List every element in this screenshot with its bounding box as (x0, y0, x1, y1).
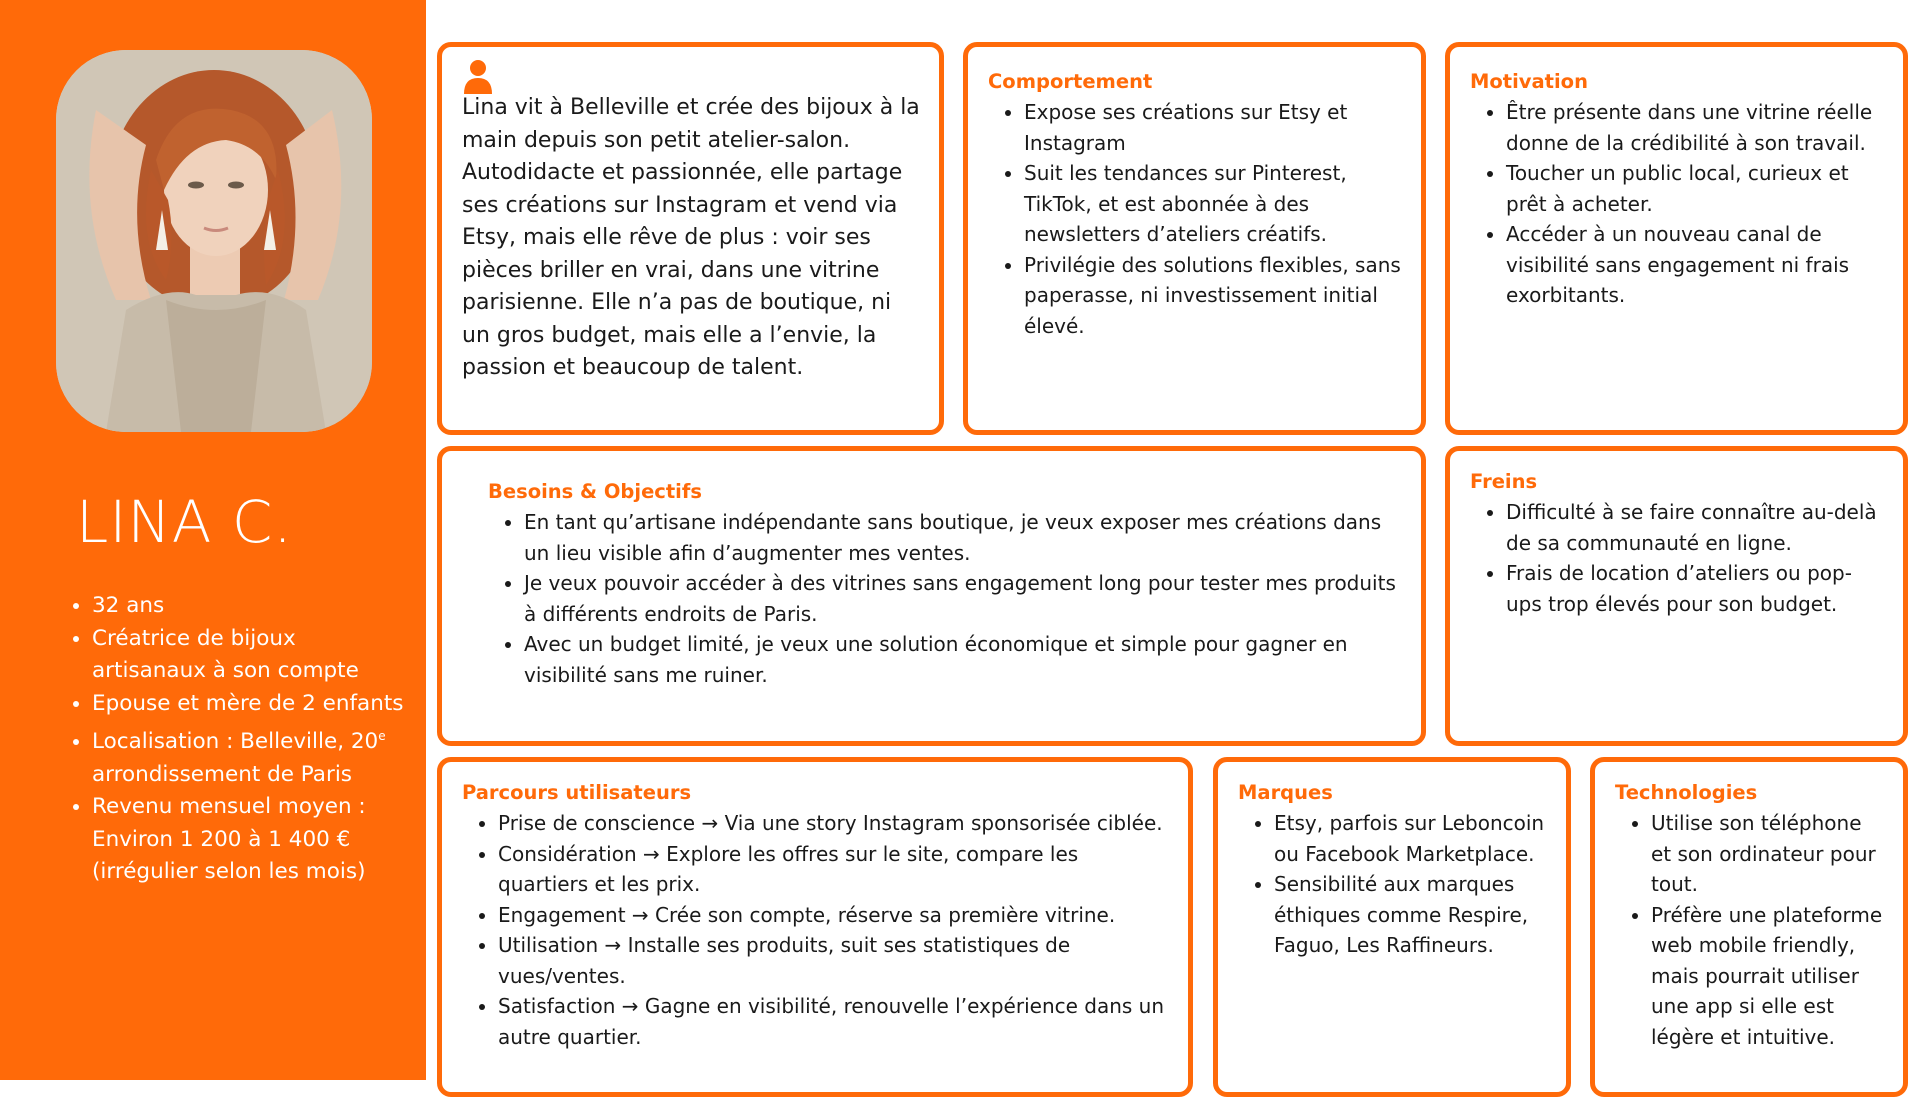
list-item: • Engagement → Crée son compte, réserve sa première vitrine. (498, 900, 1170, 931)
list-item: • Utilise son téléphone et son ordinateur pour tout. (1651, 808, 1887, 900)
list-item: • Toucher un public local, curieux et prêt à acheter. (1506, 158, 1885, 219)
user-journey-title: Parcours utilisateurs (462, 781, 692, 804)
motivation-list (1470, 97, 1885, 311)
obstacles-list (1470, 497, 1885, 619)
list-item: • Utilisation → Installe ses produits, suit ses statistiques de vues/ventes. (498, 930, 1170, 991)
list-item: • Être présente dans une vitrine réelle donne de la crédibilité à son travail. (1506, 97, 1885, 158)
list-item: • En tant qu’artisane indépendante sans boutique, je veux exposer mes créations dans un lieu visible afin d’augmenter mes ventes. (524, 507, 1401, 568)
fact-occupation: • Créatrice de bijoux artisanaux à son compte (92, 623, 412, 688)
brands-list (1238, 808, 1550, 961)
fact-location-superscript: e (378, 729, 386, 743)
behavior-card (963, 42, 1426, 435)
needs-goals-list (488, 507, 1401, 690)
motivation-card (1445, 42, 1908, 435)
fact-location-text-end: arrondissement de Paris (92, 761, 352, 787)
persona-photo (56, 50, 372, 432)
technologies-list (1615, 808, 1887, 1052)
obstacles-card (1445, 446, 1908, 746)
list-item: • Etsy, parfois sur Leboncoin ou Facebook Marketplace. (1274, 808, 1550, 869)
fact-family: • Epouse et mère de 2 enfants (92, 688, 412, 721)
technologies-card (1590, 757, 1908, 1097)
list-item: • Considération → Explore les offres sur le site, compare les quartiers et les prix. (498, 839, 1170, 900)
list-item: • Privilégie des solutions flexibles, sans paperasse, ni investissement initial élevé. (1024, 250, 1403, 342)
user-journey-card (437, 757, 1193, 1097)
persona-facts (66, 590, 412, 889)
needs-goals-title: Besoins & Objectifs (488, 480, 702, 503)
list-item: • Suit les tendances sur Pinterest, TikTok, et est abonnée à des newsletters d’ateliers créatifs. (1024, 158, 1403, 250)
fact-income: • Revenu mensuel moyen : Environ 1 200 à 1 400 € (irrégulier selon les mois) (92, 791, 412, 889)
bio-card (437, 42, 944, 435)
list-item: • Je veux pouvoir accéder à des vitrines sans engagement long pour tester mes produits à différents endroits de Paris. (524, 568, 1401, 629)
list-item: • Avec un budget limité, je veux une solution économique et simple pour gagner en visibilité sans me ruiner. (524, 629, 1401, 690)
list-item: • Difficulté à se faire connaître au-delà de sa communauté en ligne. (1506, 497, 1885, 558)
fact-location (92, 720, 412, 791)
behavior-list (988, 97, 1403, 341)
bio-text: Lina vit à Belleville et crée des bijoux à la main depuis son petit atelier-salon. Autodidacte et passionnée, elle partage ses créations sur Instagram et vend via Etsy, mais elle rêve de plus : voir ses pièces briller en vrai, dans une vitrine parisienne. Elle n’a pas de boutique, ni un gros budget, mais elle a l’envie, la passion et beaucoup de talent. (462, 95, 920, 380)
brands-title: Marques (1238, 781, 1333, 804)
person-icon (463, 59, 493, 95)
persona-sidebar (0, 0, 426, 1080)
list-item: • Sensibilité aux marques éthiques comme Respire, Faguo, Les Raffineurs. (1274, 869, 1550, 961)
list-item: • Préfère une plateforme web mobile friendly, mais pourrait utiliser une app si elle est légère et intuitive. (1651, 900, 1887, 1053)
fact-location-text: Localisation : Belleville, 20 (92, 729, 379, 755)
list-item: • Accéder à un nouveau canal de visibilité sans engagement ni frais exorbitants. (1506, 219, 1885, 311)
brands-card (1213, 757, 1571, 1097)
user-journey-list (462, 808, 1170, 1052)
list-item: • Prise de conscience → Via une story Instagram sponsorisée ciblée. (498, 808, 1170, 839)
needs-goals-card (437, 446, 1426, 746)
obstacles-title: Freins (1470, 470, 1538, 493)
fact-age: • 32 ans (92, 590, 412, 623)
persona-portrait-image (56, 50, 372, 432)
persona-name: LINA C. (76, 488, 293, 556)
technologies-title: Technologies (1615, 781, 1758, 804)
list-item: • Satisfaction → Gagne en visibilité, renouvelle l’expérience dans un autre quartier. (498, 991, 1170, 1052)
behavior-title: Comportement (988, 70, 1153, 93)
motivation-title: Motivation (1470, 70, 1588, 93)
list-item: • Frais de location d’ateliers ou pop-ups trop élevés pour son budget. (1506, 558, 1885, 619)
list-item: • Expose ses créations sur Etsy et Instagram (1024, 97, 1403, 158)
